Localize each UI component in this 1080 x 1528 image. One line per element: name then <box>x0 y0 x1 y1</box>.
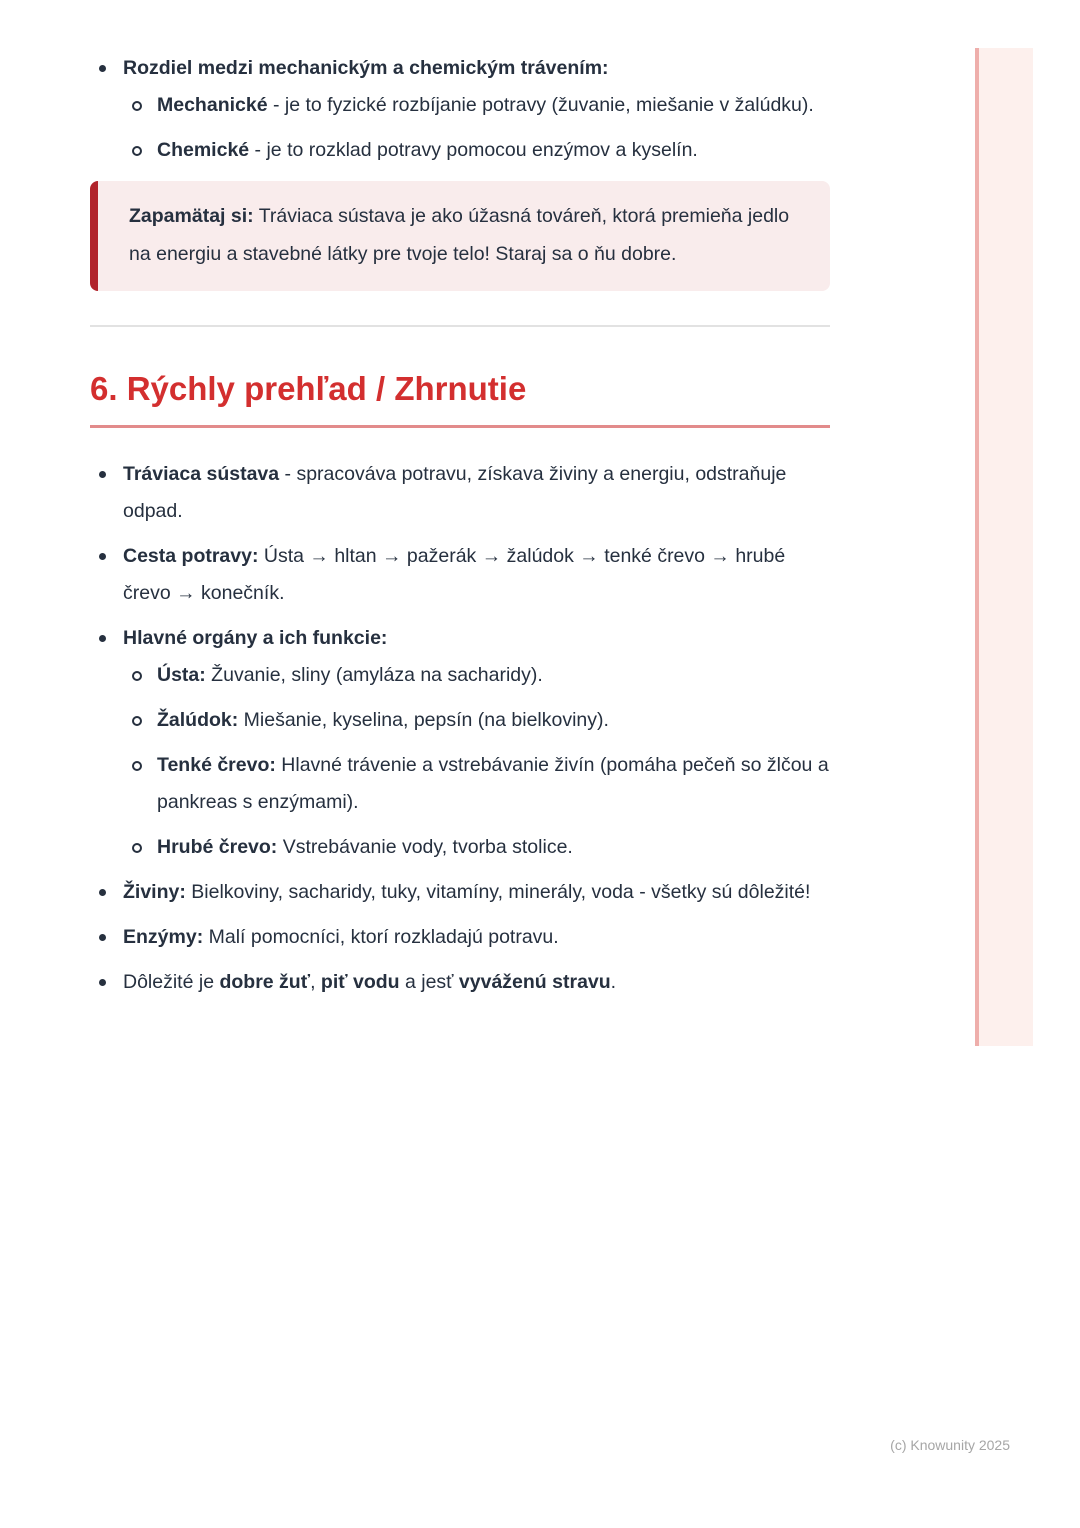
list-item <box>123 702 830 739</box>
callout-note <box>90 181 830 291</box>
list-item <box>90 620 830 866</box>
callout-text <box>129 197 792 273</box>
list-item-text <box>123 971 616 993</box>
list-item <box>123 132 830 169</box>
section-heading: 6. Rýchly prehľad / Zhrnutie <box>90 369 830 428</box>
page-edge-decoration <box>975 48 1033 1046</box>
bold-text: Cesta potravy: <box>123 545 259 567</box>
sub-list <box>123 87 830 169</box>
plain-text: - je to rozklad potravy pomocou enzýmov a kyselín. <box>249 139 698 161</box>
bold-text: Chemické <box>157 139 250 161</box>
bullet-circle-icon <box>132 671 142 681</box>
plain-text: Ústa → hltan → pažerák → žalúdok → tenké črevo → hrubé črevo → konečník. <box>123 545 786 604</box>
plain-text: Dôležité je <box>123 971 220 993</box>
bullet-circle-icon <box>132 843 142 853</box>
section-divider <box>90 325 830 327</box>
bullet-dot-icon <box>99 979 106 986</box>
bold-text: Hlavné orgány a ich funkcie: <box>123 627 388 649</box>
plain-text: Vstrebávanie vody, tvorba stolice. <box>277 836 573 858</box>
list-item-text <box>123 463 786 522</box>
bullet-circle-icon <box>132 101 142 111</box>
footer-copyright: (c) Knowunity 2025 <box>890 1437 1010 1453</box>
list-item-text <box>157 754 829 813</box>
list-item <box>90 964 830 1001</box>
bold-text: Ústa: <box>157 664 206 686</box>
list-item-text <box>157 94 814 116</box>
list-item <box>123 747 830 821</box>
bold-text: Žalúdok: <box>157 709 239 731</box>
plain-text: Tráviaca sústava je ako úžasná továreň, ktorá premieňa jedlo na energiu a stavebné látky pre tvoje telo! Staraj sa o ňu dobre. <box>129 205 790 265</box>
bullet-dot-icon <box>99 65 106 72</box>
sub-list <box>123 657 830 866</box>
list-item <box>90 50 830 169</box>
bullet-circle-icon <box>132 146 142 156</box>
bold-text: Tráviaca sústava <box>123 463 280 485</box>
list-item-text <box>123 881 810 903</box>
plain-text: Žuvanie, sliny (amyláza na sacharidy). <box>205 664 543 686</box>
bold-text: Mechanické <box>157 94 268 116</box>
list-item-text <box>123 57 609 79</box>
plain-text: Miešanie, kyselina, pepsín (na bielkoviny). <box>238 709 609 731</box>
plain-text: a jesť <box>399 971 459 993</box>
list-item <box>90 919 830 956</box>
list-item-text <box>157 836 573 858</box>
bullet-circle-icon <box>132 716 142 726</box>
list-item-text <box>123 926 559 948</box>
bullet-dot-icon <box>99 635 106 642</box>
bullet-dot-icon <box>99 934 106 941</box>
bullet-circle-icon <box>132 761 142 771</box>
list-item-text <box>123 545 785 604</box>
list-item <box>90 874 830 911</box>
summary-list <box>90 456 830 1001</box>
list-item <box>90 538 830 612</box>
list-item <box>90 456 830 530</box>
plain-text: . <box>610 971 617 993</box>
list-item-text <box>157 664 543 686</box>
plain-text: , <box>310 971 321 993</box>
bold-text: Živiny: <box>123 881 186 903</box>
bold-text: piť vodu <box>320 971 400 993</box>
bold-text: Hrubé črevo: <box>157 836 278 858</box>
bold-text: Rozdiel medzi mechanickým a chemickým trávením: <box>123 57 609 79</box>
plain-text: - je to fyzické rozbíjanie potravy (žuvanie, miešanie v žalúdku). <box>267 94 814 116</box>
plain-text: Malí pomocníci, ktorí rozkladajú potravu. <box>203 926 559 948</box>
list-item <box>123 657 830 694</box>
bullet-dot-icon <box>99 889 106 896</box>
list-item <box>123 829 830 866</box>
bold-text: Enzýmy: <box>123 926 204 948</box>
list-item-text <box>123 627 387 649</box>
plain-text: Bielkoviny, sacharidy, tuky, vitamíny, minerály, voda - všetky sú dôležité! <box>185 881 811 903</box>
bold-text: dobre žuť <box>219 971 311 993</box>
bullet-dot-icon <box>99 471 106 478</box>
bold-text: Tenké črevo: <box>157 754 276 776</box>
intro-list <box>90 50 830 169</box>
list-item-text <box>157 139 698 161</box>
bold-text: Zapamätaj si: <box>129 205 254 227</box>
bold-text: vyváženú stravu <box>458 971 611 993</box>
plain-text: - spracováva potravu, získava živiny a energiu, odstraňuje odpad. <box>123 463 787 522</box>
plain-text: Hlavné trávenie a vstrebávanie živín (pomáha pečeň so žlčou a pankreas s enzýmami). <box>157 754 829 813</box>
document-content <box>90 0 830 1009</box>
bullet-dot-icon <box>99 553 106 560</box>
list-item-text <box>157 709 609 731</box>
list-item <box>123 87 830 124</box>
